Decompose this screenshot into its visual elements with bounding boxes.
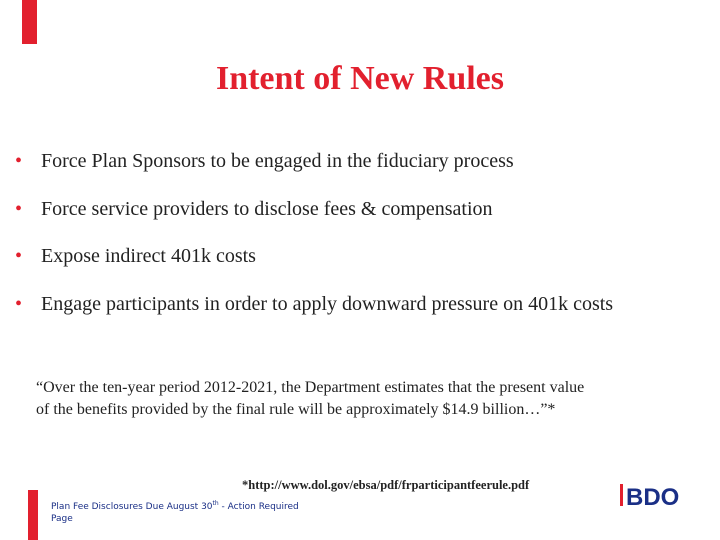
footnote-link[interactable]: *http://www.dol.gov/ebsa/pdf/frparticipantfeerule.pdf xyxy=(242,478,530,492)
bullet-text: Force service providers to disclose fees & compensation xyxy=(41,198,493,220)
page-label: Page xyxy=(51,514,73,524)
bullet-text: Expose indirect 401k costs xyxy=(41,245,256,267)
bottom-accent-bar xyxy=(28,490,38,540)
slide-title: Intent of New Rules xyxy=(215,60,505,97)
bullet-item xyxy=(15,293,613,316)
footer-title: Plan Fee Disclosures Due August 30th - Action Required xyxy=(51,500,299,512)
bullet-item xyxy=(15,198,493,221)
bullet-dot-icon: • xyxy=(15,150,23,172)
quote-line: of the benefits provided by the final rule will be approximately $14.9 billion…”* xyxy=(36,401,556,418)
bullet-dot-icon: • xyxy=(15,245,23,267)
slide-footer xyxy=(51,498,299,525)
bullet-item xyxy=(15,150,514,173)
top-accent-bar xyxy=(22,0,37,44)
quote-line: “Over the ten-year period 2012-2021, the Department estimates that the present value xyxy=(36,379,585,396)
bdo-logo-icon xyxy=(620,480,700,510)
bullet-text: Force Plan Sponsors to be engaged in the fiduciary process xyxy=(41,150,514,172)
bullet-text: Engage participants in order to apply downward pressure on 401k costs xyxy=(41,293,614,315)
quote-block xyxy=(36,377,706,421)
bullet-item xyxy=(15,245,256,268)
bullet-dot-icon: • xyxy=(15,293,23,315)
svg-text:BDO: BDO xyxy=(626,484,680,510)
bullet-dot-icon: • xyxy=(15,198,23,220)
